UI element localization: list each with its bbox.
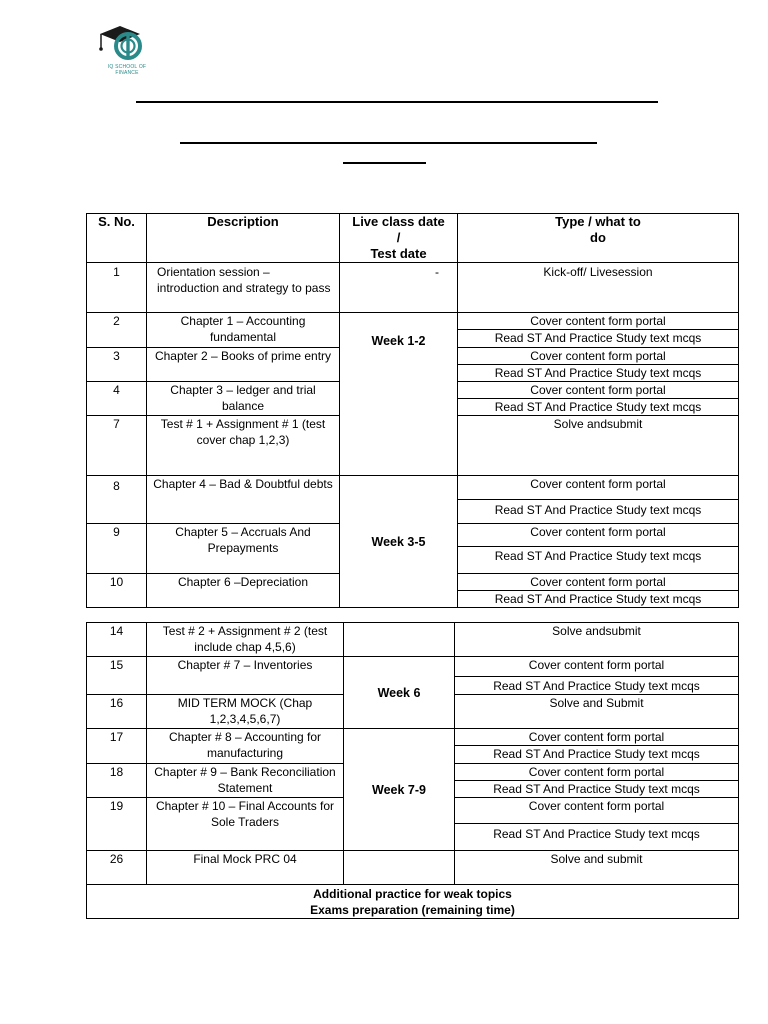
table-row: 4 Chapter 3 – ledger and trial balance Cover content form portal Read ST And Practice Study text mcqs [87, 382, 739, 416]
footer-line-2: Exams preparation (remaining time) [310, 902, 515, 917]
header-date: Live class date / Test date [340, 214, 458, 263]
title-rule-3 [343, 162, 426, 164]
table-row: 19 Chapter # 10 – Final Accounts for Sole Traders Cover content form portal Read ST And Practice Study text mcqs [87, 798, 739, 851]
iq-school-logo [92, 22, 162, 78]
table-row: 14 Test # 2 + Assignment # 2 (test include chap 4,5,6) Solve andsubmit [87, 623, 739, 657]
header-sno: S. No. [87, 214, 147, 263]
table-row: 2 Chapter 1 – Accounting fundamental Week 1-2 Cover content form portal Read ST And Practice Study text mcqs [87, 313, 739, 348]
table-row: 9 Chapter 5 – Accruals And Prepayments Cover content form portal Read ST And Practice Study text mcqs [87, 524, 739, 574]
table-header-row [87, 214, 739, 263]
footer-line-1: Additional practice for weak topics [313, 886, 512, 901]
header-type: Type / what to do [458, 214, 739, 263]
table-row: 26 Final Mock PRC 04 Solve and submit [87, 851, 739, 885]
table-row: 10 Chapter 6 –Depreciation Cover content form portal Read ST And Practice Study text mcqs [87, 574, 739, 608]
table-row: 17 Chapter # 8 – Accounting for manufacturing Week 7-9 Cover content form portal Read ST And Practice Study text mcqs [87, 729, 739, 764]
table-row: 8 Chapter 4 – Bad & Doubtful debts Week 3-5 Cover content form portal Read ST And Practice Study text mcqs [87, 476, 739, 524]
table-row: 3 Chapter 2 – Books of prime entry Cover content form portal Read ST And Practice Study text mcqs [87, 348, 739, 382]
table-row: 16 MID TERM MOCK (Chap 1,2,3,4,5,6,7) Solve and Submit [87, 695, 739, 729]
schedule-table-2 [86, 622, 739, 919]
title-rule-1 [136, 101, 658, 103]
week-label: Week 3-5 [340, 476, 458, 608]
header-description: Description [147, 214, 340, 263]
title-rule-2 [180, 142, 597, 144]
table-row: 1 Orientation session – introduction and strategy to pass - Kick-off/ Livesession [87, 263, 739, 313]
week-label: Week 6 [344, 657, 455, 729]
schedule-table-1 [86, 213, 739, 608]
graduation-cap-logo-icon [92, 22, 162, 64]
week-label: Week 7-9 [344, 729, 455, 851]
logo-text-line2: FINANCE [115, 70, 139, 76]
table-row: 18 Chapter # 9 – Bank Reconciliation Statement Cover content form portal Read ST And Practice Study text mcqs [87, 764, 739, 798]
table-footer-row [87, 885, 739, 919]
table-row: 7 Test # 1 + Assignment # 1 (test cover chap 1,2,3) Solve andsubmit [87, 416, 739, 476]
logo-text-line1: IQ SCHOOL OF [107, 64, 147, 70]
table-row: 15 Chapter # 7 – Inventories Week 6 Cover content form portal Read ST And Practice Study text mcqs [87, 657, 739, 695]
week-label: Week 1-2 [340, 313, 458, 476]
